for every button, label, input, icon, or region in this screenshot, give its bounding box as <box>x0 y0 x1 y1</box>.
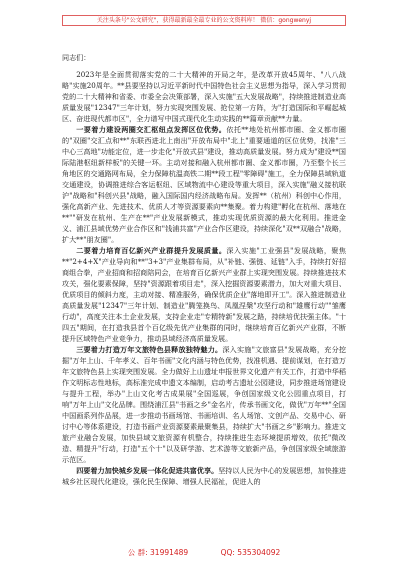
promo-banner: 关注头条号"公文研究"，获得最新最全最专业的公文资料库！ 微信：gongwenyj <box>62 15 346 26</box>
qq-group-label: 公 群: 31991489 <box>127 548 189 557</box>
section-heading: 三要着力打造万年文旅特色县释放独特魅力。 <box>76 345 223 354</box>
paragraph-section-2 <box>62 245 346 344</box>
paragraph-intro: 2023年是全面贯彻落实党的二十大精神的开局之年，是改革开放45周年、"八八战略"实施20周年。**县要坚持以习近平新时代中国特色社会主义思想为指导，深入学习贯彻党的二十大精神和省委、市委全会决策部署，深入实施"五大发展战略"，持续推进制造业高质量发展"12347"三年计划，努力实现突围发展、抢位第一方阵，为"打造国际和平崛起城区、奋进现代都市区"，全力谱写中国式现代化生动实践的**篇章贡献**力量。 <box>62 70 346 123</box>
section-heading: 一要着力建设两圈交汇枢纽点发挥区位优势。 <box>76 125 227 134</box>
section-text: 深入实施"文旅富县"发展战略，充分挖掘"万年上山、千年孝义、百年书画"文化内涵与特色优势，找准机遇、提前谋划，在打造万年文旅特色县上实现突围发展。全力做好上山遗址申报世界文化遗产有关工作，打造中华稻作文明标志性地标，高标准完成申遗文本编制，启动考古遗址公园建设，同步推进场馆建设与提升工程，举办"上山文化考古成果展"全国巡展，争创国家级文化公园重点项目，打响"万年上山"文化品牌。围绕浦江县"书画之乡"金名片，传承书画文化，做优"万年**"全国中国画系列作品展，进一步推动书画场馆、书画培训、名人场馆、文创产品、交易中心、研讨中心等体系建设，打造书画产业资源要素最聚集县，持续扩大"书画之乡"影响力。推进文旅产业融合发展，加快县域文旅资源有机整合，持续推进生态环境提质增效，依托"微改造、精提升"行动，打造"五个十"以及研学游、艺术游等文旅新产品，争创国家级全域旅游示范区。 <box>62 345 347 464</box>
paragraph-section-3 <box>62 344 346 465</box>
section-heading: 四要着力加快城乡发展一体化促进共富优享。 <box>76 466 219 475</box>
contact-footer <box>0 548 408 558</box>
salutation: 同志们： <box>62 53 91 62</box>
paragraph-section-1 <box>62 124 346 245</box>
section-text: 坚持以人民为中心的发展思想，加快推进城乡社区现代化建设，强化民生保障、增强人民福祉，促进人的 <box>62 466 347 486</box>
paragraph-section-4 <box>62 465 346 487</box>
section-heading: 二要着力培育百亿新兴产业群提升发展质量。 <box>76 246 227 255</box>
qq-label: QQ: 535304092 <box>220 548 281 557</box>
document-body <box>62 52 346 487</box>
section-text: 依托**地处杭州都市圈、金义都市圈的"双圈"交汇点和**"东联西进北上南出"开放布局中"北上"重要通道的区位优势，找准"三中心三高地"功能定位，进一步走化"开放式县"建设，推动高质量发展。努力成为"建设**国际陆港枢纽新样板"的关键一环。主动对接和融入杭州都市圈、金义都市圈，乃至整个长三角地区的交通路网布局，全力保障杭温高铁二期**段工程"零障碍"施工，全力保障县域轨道交通建设，协调推进综合客运枢纽、区域物流中心建设等重大项目，深入实施"融义接杭联沪"战略和"科创兴县"战略，融入国际国内经济战略布局。发挥**（杭州）科创中心作用，强化高新产业、先进技术、优质人才等资源要素向**集聚。着力构建"孵化在杭州、落地在**""研发在杭州、生产在**"产业发展新模式，推动实现优质资源的最大化利用。推进金义、浦江县域优势产业合作区和"钱浦共富"产业合作区建设，持续深化"双**双融合"战略，扩大**"朋友圈"。 <box>62 125 346 244</box>
section-text: 深入实施"工业强县"发展战略，聚焦**"2+4+X"产业导向和**"3+3"产业集群布局，从"补链、强链、延链"入手，持续打好招商组合拳，产业招商和招商陪同会，在培育百亿新兴产业群上实现突围发展。持续推进技术攻关，强化要素保障，坚持"资源跟着项目走"，深入挖掘资源要素潜力，加大对重大项目、优质项目的倾斜力度，主动对接、精准服务，确保优质企业"落地即开工"。深入推进制造业高质量发展"12347"三年计划、制造业"腾笼换鸟、凤凰涅槃"攻坚行动和"雄鹰行动""雏鹰行动"，高度关注本土企业发展，支持企业走"专精特新"发展之路，持续培优扶强主体。"十四五"期间，在打造我县首个百亿级先优产业集群的同时，继续培育百亿新兴产业群，不断提升区域特色产业竞争力，推动县域经济高质量发展。 <box>62 246 347 343</box>
